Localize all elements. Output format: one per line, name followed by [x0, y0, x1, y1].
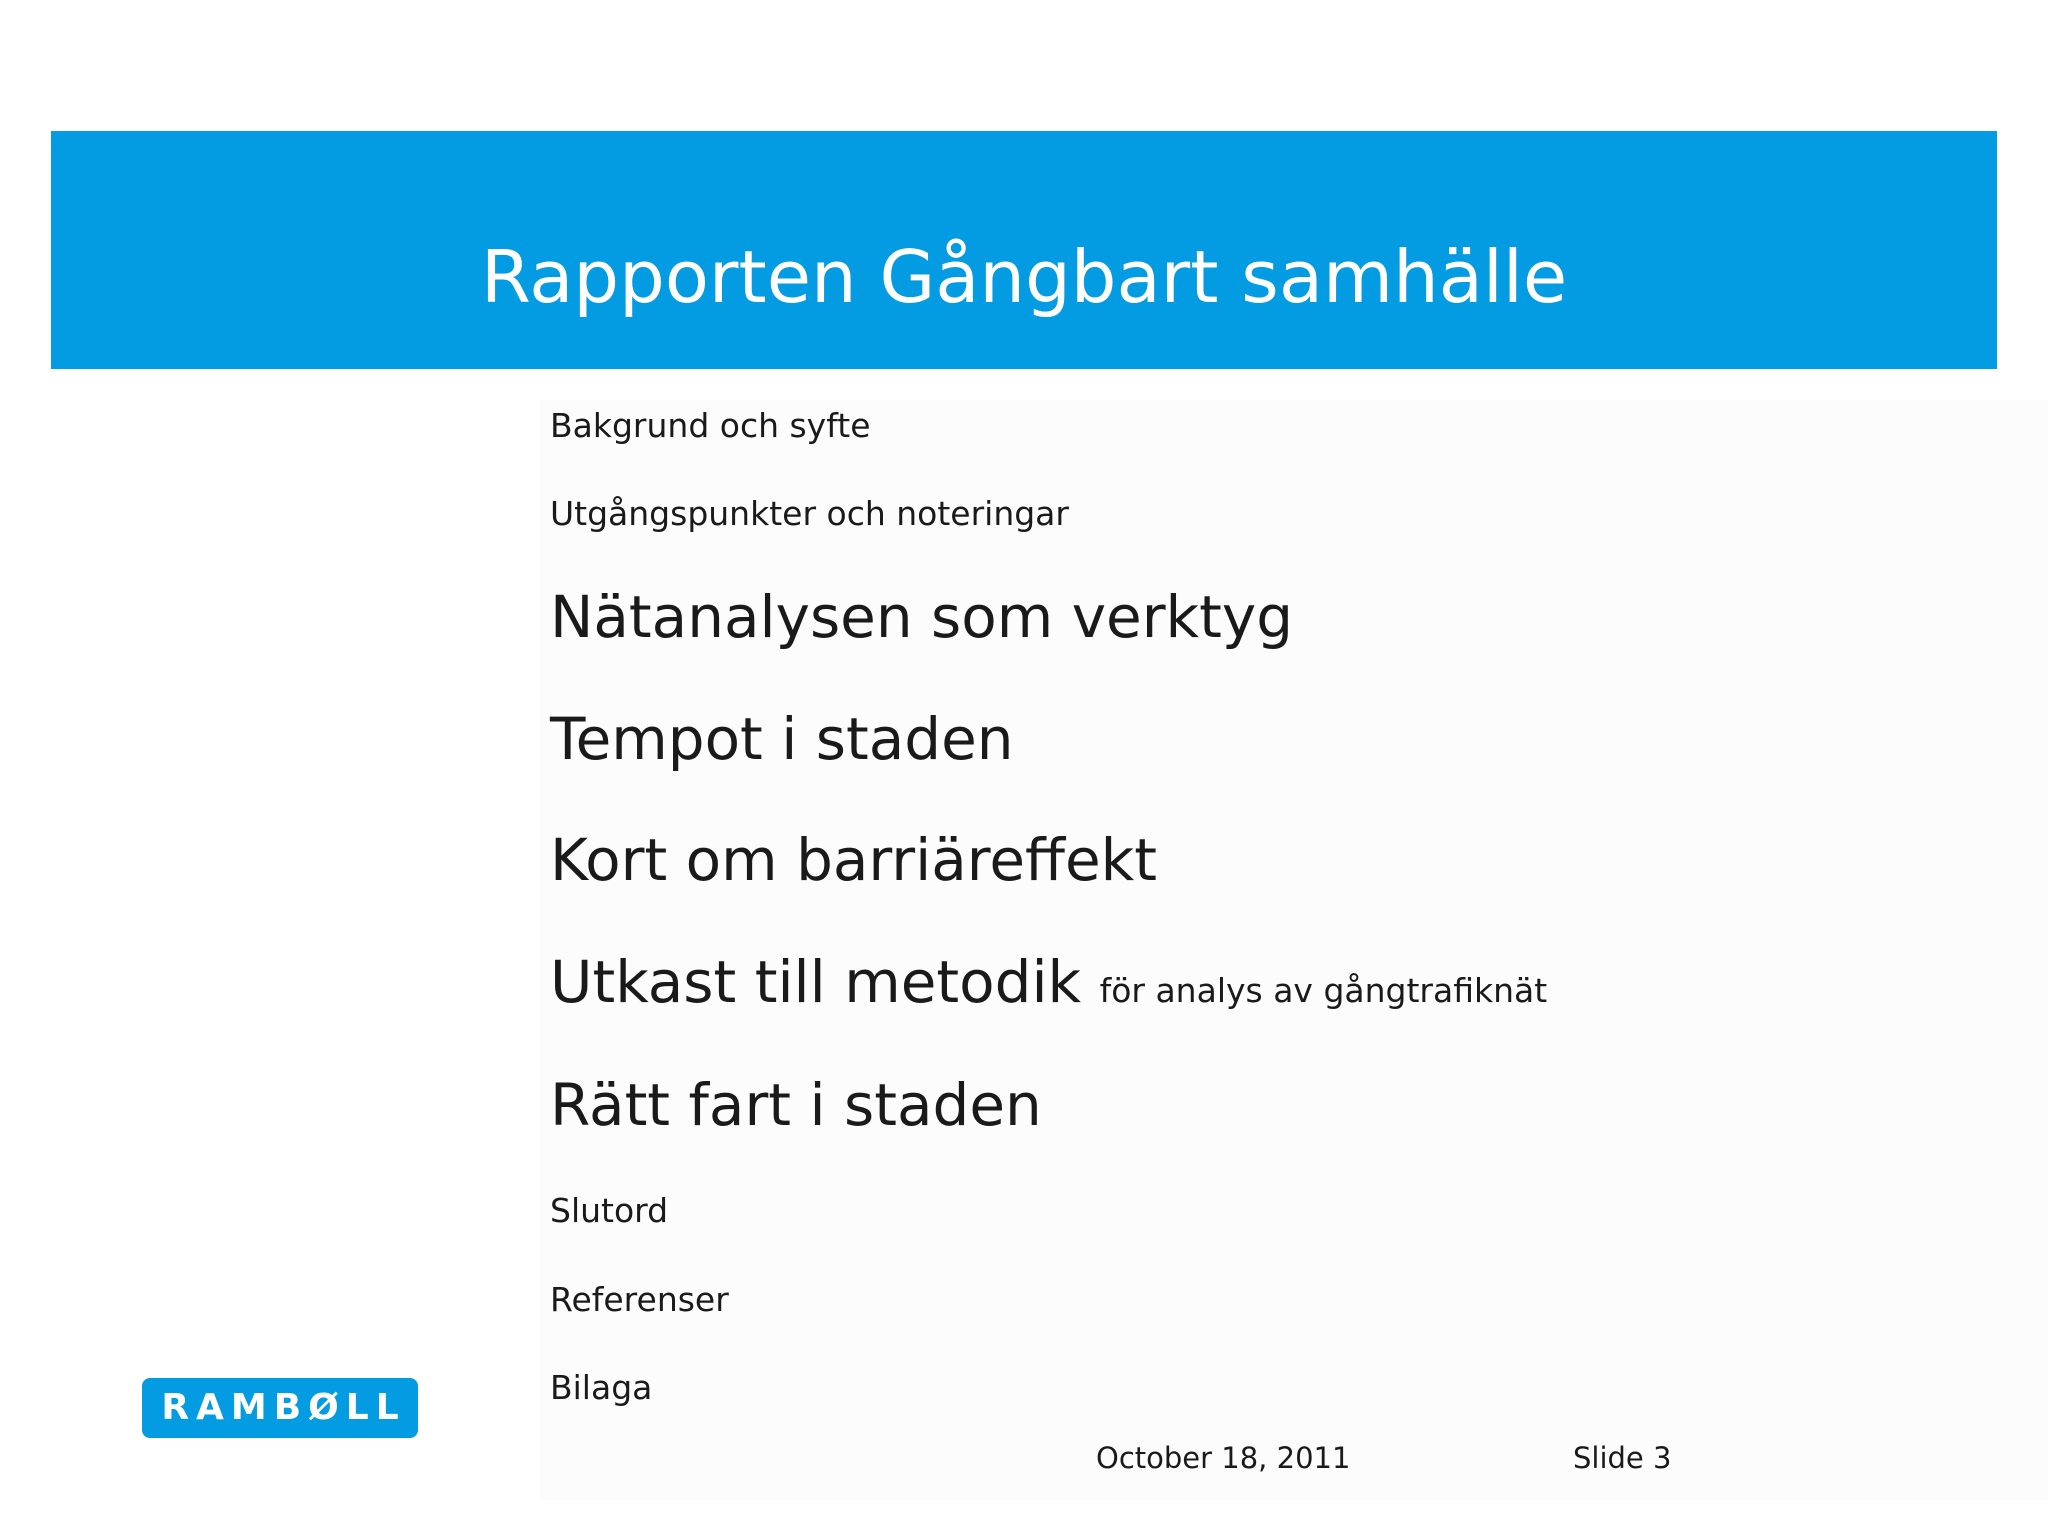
logo-text: RAMBØLL — [161, 1387, 406, 1428]
toc-item-utkast-suffix: för analys av gångtrafiknät — [1099, 971, 1548, 1010]
toc-item-utgangspunkter: Utgångspunkter och noteringar — [550, 494, 1069, 533]
footer-slide-number: Slide 3 — [1573, 1441, 1672, 1475]
slide-title: Rapporten Gångbart samhälle — [480, 235, 1568, 319]
toc-item-barriareffekt: Kort om barriäreffekt — [550, 826, 1157, 894]
toc-item-natanalysen: Nätanalysen som verktyg — [550, 583, 1294, 651]
toc-item-utkast-label: Utkast till metodik — [550, 948, 1082, 1016]
ramboll-logo — [142, 1378, 418, 1438]
toc-item-slutord: Slutord — [550, 1191, 669, 1230]
toc-item-tempot: Tempot i staden — [550, 705, 1014, 773]
toc-item-utkast — [550, 948, 1548, 1016]
title-bar — [51, 131, 1997, 369]
footer-date: October 18, 2011 — [1096, 1441, 1351, 1475]
toc-item-bakgrund: Bakgrund och syfte — [550, 406, 871, 445]
toc-item-referenser: Referenser — [550, 1280, 729, 1319]
toc-item-bilaga: Bilaga — [550, 1368, 653, 1407]
toc-item-ratt-fart: Rätt fart i staden — [550, 1071, 1042, 1139]
